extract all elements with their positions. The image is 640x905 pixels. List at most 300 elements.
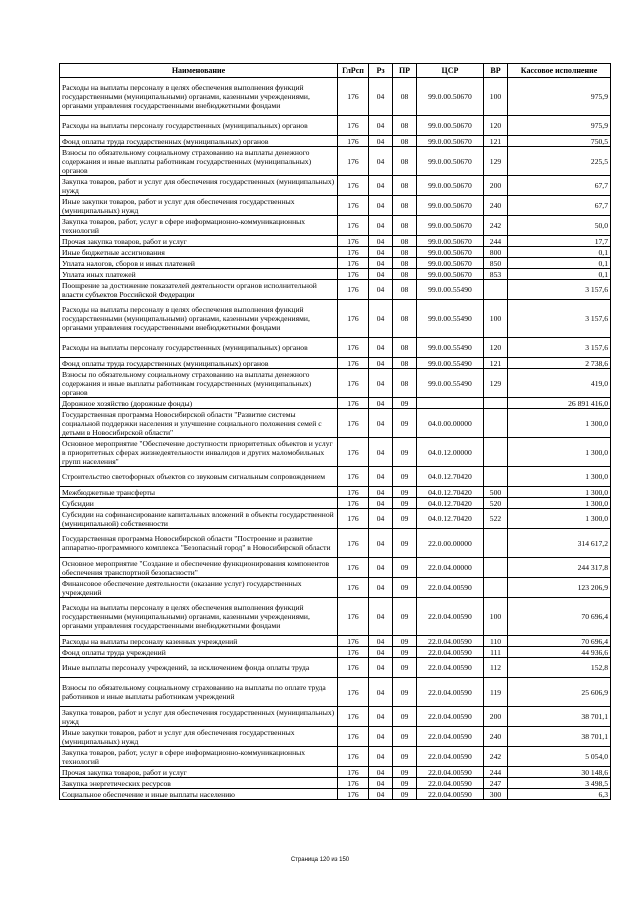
table-row [60,658,611,678]
cell-rz: 04 [369,767,393,778]
cell-grbs: 176 [338,598,369,636]
cell-grbs: 176 [338,778,369,789]
cell-vr [484,467,508,487]
cell-csr: 99.0.00.50670 [417,196,484,216]
cell-pr: 08 [393,300,417,338]
cell-vr: 800 [484,247,508,258]
cell-amount: 1 300,0 [508,487,611,498]
cell-pr: 09 [393,498,417,509]
table-row [60,647,611,658]
cell-rz: 04 [369,78,393,116]
cell-csr: 99.0.00.50670 [417,247,484,258]
cell-vr: 242 [484,747,508,767]
cell-name: Взносы по обязательному социальному страхованию на выплаты денежного содержания и иные выплаты работникам государственных (муниципальных) органов [60,147,338,176]
cell-amount: 1 300,0 [508,509,611,529]
cell-vr: 244 [484,236,508,247]
cell-rz: 04 [369,258,393,269]
cell-vr: 120 [484,116,508,136]
cell-csr: 99.0.00.50670 [417,216,484,236]
cell-vr: 100 [484,598,508,636]
cell-name: Государственная программа Новосибирской области "Развитие системы социальной поддержки населения и улучшение социального положения семей с детьми в Новосибирской области" [60,409,338,438]
column-header-amount: Кассовое исполнение [508,64,611,78]
cell-vr: 244 [484,767,508,778]
cell-amount: 152,8 [508,658,611,678]
cell-csr: 04.0.12.70420 [417,467,484,487]
cell-amount: 975,9 [508,116,611,136]
table-row [60,247,611,258]
cell-amount: 38 701,1 [508,727,611,747]
cell-pr: 09 [393,789,417,800]
cell-rz: 04 [369,467,393,487]
cell-pr: 08 [393,269,417,280]
cell-grbs: 176 [338,398,369,409]
cell-pr: 09 [393,409,417,438]
cell-grbs: 176 [338,636,369,647]
cell-amount: 17,7 [508,236,611,247]
cell-name: Расходы на выплаты персоналу в целях обеспечения выполнения функций государственными (муниципальными) органами, казенными учреждениями, органами управления государственными внебюджетными фондами [60,598,338,636]
table-row [60,598,611,636]
budget-table [59,63,611,800]
cell-rz: 04 [369,529,393,558]
cell-amount: 225,5 [508,147,611,176]
cell-grbs: 176 [338,258,369,269]
column-header-grbs: ГлРсп [338,64,369,78]
cell-vr: 121 [484,358,508,369]
cell-amount: 67,7 [508,196,611,216]
cell-vr: 200 [484,707,508,727]
cell-name: Фонд оплаты труда государственных (муниципальных) органов [60,358,338,369]
cell-name: Основное мероприятие "Обеспечение доступности приоритетных объектов и услуг в приоритетных сферах жизнедеятельности инвалидов и других маломобильных групп населения" [60,438,338,467]
cell-pr: 09 [393,727,417,747]
cell-grbs: 176 [338,269,369,280]
cell-csr: 99.0.00.55490 [417,338,484,358]
cell-rz: 04 [369,338,393,358]
cell-grbs: 176 [338,216,369,236]
cell-amount: 3 157,6 [508,300,611,338]
cell-amount: 123 206,9 [508,578,611,598]
cell-name: Финансовое обеспечение деятельности (оказание услуг) государственных учреждений [60,578,338,598]
cell-rz: 04 [369,409,393,438]
table-row [60,280,611,300]
cell-pr: 09 [393,658,417,678]
table-row [60,300,611,338]
cell-pr: 09 [393,747,417,767]
table-row [60,258,611,269]
cell-csr: 04.0.00.00000 [417,409,484,438]
cell-csr: 22.0.04.00590 [417,707,484,727]
cell-rz: 04 [369,136,393,147]
cell-amount: 70 696,4 [508,598,611,636]
cell-pr: 09 [393,598,417,636]
cell-name: Взносы по обязательному социальному страхованию на выплаты денежного содержания и иные выплаты работникам государственных (муниципальных) органов [60,369,338,398]
cell-amount: 0,1 [508,258,611,269]
cell-name: Закупка товаров, работ и услуг для обеспечения государственных (муниципальных) нужд [60,707,338,727]
table-row [60,196,611,216]
cell-csr [417,398,484,409]
cell-pr: 08 [393,147,417,176]
table-row [60,678,611,707]
cell-vr: 522 [484,509,508,529]
cell-vr: 111 [484,647,508,658]
cell-name: Поощрение за достижение показателей деятельности органов исполнительной власти субъектов Российской Федерации [60,280,338,300]
cell-csr: 22.0.04.00590 [417,767,484,778]
cell-vr: 853 [484,269,508,280]
column-header-rz: Рз [369,64,393,78]
cell-name: Фонд оплаты труда государственных (муниципальных) органов [60,136,338,147]
cell-pr: 08 [393,236,417,247]
table-row [60,438,611,467]
cell-csr: 99.0.00.55490 [417,280,484,300]
cell-vr: 242 [484,216,508,236]
cell-vr: 120 [484,338,508,358]
cell-amount: 3 498,5 [508,778,611,789]
cell-csr: 22.0.04.00590 [417,578,484,598]
cell-name: Уплата налогов, сборов и иных платежей [60,258,338,269]
cell-vr [484,409,508,438]
cell-rz: 04 [369,216,393,236]
cell-name: Закупка товаров, работ, услуг в сфере информационно-коммуникационных технологий [60,747,338,767]
cell-pr: 09 [393,467,417,487]
cell-rz: 04 [369,247,393,258]
cell-grbs: 176 [338,236,369,247]
cell-amount: 67,7 [508,176,611,196]
cell-rz: 04 [369,498,393,509]
cell-pr: 08 [393,358,417,369]
cell-grbs: 176 [338,727,369,747]
cell-vr [484,558,508,578]
cell-csr: 22.0.00.00000 [417,529,484,558]
cell-rz: 04 [369,438,393,467]
table-row [60,509,611,529]
cell-csr: 04.0.12.70420 [417,509,484,529]
column-header-pr: ПР [393,64,417,78]
cell-amount: 750,5 [508,136,611,147]
cell-grbs: 176 [338,409,369,438]
cell-grbs: 176 [338,196,369,216]
cell-pr: 08 [393,196,417,216]
cell-name: Закупка энергетических ресурсов [60,778,338,789]
cell-name: Расходы на выплаты персоналу государственных (муниципальных) органов [60,338,338,358]
cell-grbs: 176 [338,438,369,467]
cell-vr: 300 [484,789,508,800]
cell-vr [484,438,508,467]
cell-csr: 22.0.04.00000 [417,558,484,578]
cell-grbs: 176 [338,498,369,509]
cell-csr: 99.0.00.50670 [417,258,484,269]
cell-pr: 08 [393,247,417,258]
table-row [60,147,611,176]
cell-grbs: 176 [338,487,369,498]
cell-amount: 314 617,2 [508,529,611,558]
cell-name: Уплата иных платежей [60,269,338,280]
cell-csr: 99.0.00.50670 [417,147,484,176]
column-header-name: Наименование [60,64,338,78]
cell-amount: 244 317,8 [508,558,611,578]
table-row [60,116,611,136]
cell-grbs: 176 [338,789,369,800]
table-row [60,487,611,498]
table-row [60,78,611,116]
cell-grbs: 176 [338,136,369,147]
cell-grbs: 176 [338,558,369,578]
table-row [60,467,611,487]
cell-amount: 1 300,0 [508,409,611,438]
cell-rz: 04 [369,727,393,747]
cell-vr [484,529,508,558]
cell-amount: 1 300,0 [508,498,611,509]
cell-amount: 50,0 [508,216,611,236]
table-row [60,767,611,778]
cell-vr: 121 [484,136,508,147]
cell-csr: 99.0.00.50670 [417,116,484,136]
cell-pr: 09 [393,438,417,467]
cell-vr: 100 [484,78,508,116]
cell-rz: 04 [369,707,393,727]
cell-rz: 04 [369,778,393,789]
cell-amount: 38 701,1 [508,707,611,727]
cell-name: Строительство светофорных объектов со звуковым сигнальным сопровождением [60,467,338,487]
cell-rz: 04 [369,196,393,216]
cell-pr: 09 [393,778,417,789]
cell-vr: 500 [484,487,508,498]
cell-csr: 22.0.04.00590 [417,789,484,800]
column-header-csr: ЦСР [417,64,484,78]
cell-rz: 04 [369,236,393,247]
cell-vr: 129 [484,369,508,398]
table-row [60,747,611,767]
cell-amount: 1 300,0 [508,467,611,487]
table-row [60,707,611,727]
cell-pr: 09 [393,509,417,529]
cell-csr: 22.0.04.00590 [417,647,484,658]
cell-grbs: 176 [338,747,369,767]
cell-name: Расходы на выплаты персоналу казенных учреждений [60,636,338,647]
cell-grbs: 176 [338,280,369,300]
cell-vr: 247 [484,778,508,789]
cell-grbs: 176 [338,647,369,658]
cell-rz: 04 [369,369,393,398]
cell-name: Закупка товаров, работ, услуг в сфере информационно-коммуникационных технологий [60,216,338,236]
cell-vr: 129 [484,147,508,176]
cell-pr: 09 [393,707,417,727]
cell-pr: 08 [393,116,417,136]
page-number: Страница 120 из 150 [290,857,350,863]
cell-csr: 22.0.04.00590 [417,658,484,678]
cell-vr: 240 [484,196,508,216]
cell-name: Закупка товаров, работ и услуг для обеспечения государственных (муниципальных) нужд [60,176,338,196]
cell-vr [484,398,508,409]
table-row [60,409,611,438]
cell-amount: 0,1 [508,247,611,258]
cell-name: Иные закупки товаров, работ и услуг для обеспечения государственных (муниципальных) нужд [60,727,338,747]
cell-csr: 22.0.04.00590 [417,778,484,789]
cell-rz: 04 [369,558,393,578]
cell-rz: 04 [369,487,393,498]
cell-name: Субсидии на софинансирование капитальных вложений в объекты государственной (муниципальной) собственности [60,509,338,529]
cell-amount: 6,3 [508,789,611,800]
cell-vr: 110 [484,636,508,647]
cell-csr: 99.0.00.55490 [417,358,484,369]
cell-pr: 08 [393,369,417,398]
cell-grbs: 176 [338,78,369,116]
cell-rz: 04 [369,358,393,369]
table-row [60,498,611,509]
table-row [60,529,611,558]
cell-rz: 04 [369,300,393,338]
cell-amount: 25 606,9 [508,678,611,707]
cell-amount: 44 936,6 [508,647,611,658]
cell-pr: 09 [393,647,417,658]
cell-csr: 22.0.04.00590 [417,727,484,747]
cell-rz: 04 [369,280,393,300]
cell-pr: 08 [393,176,417,196]
cell-grbs: 176 [338,707,369,727]
cell-vr: 240 [484,727,508,747]
cell-vr: 850 [484,258,508,269]
cell-amount: 70 696,4 [508,636,611,647]
cell-amount: 975,9 [508,78,611,116]
cell-rz: 04 [369,116,393,136]
cell-csr: 04.0.12.70420 [417,487,484,498]
cell-rz: 04 [369,147,393,176]
cell-grbs: 176 [338,147,369,176]
table-row [60,778,611,789]
cell-grbs: 176 [338,658,369,678]
cell-name: Расходы на выплаты персоналу в целях обеспечения выполнения функций государственными (муниципальными) органами, казенными учреждениями, органами управления государственными внебюджетными фондами [60,300,338,338]
cell-amount: 5 054,0 [508,747,611,767]
cell-rz: 04 [369,509,393,529]
cell-grbs: 176 [338,578,369,598]
cell-amount: 30 148,6 [508,767,611,778]
cell-vr: 100 [484,300,508,338]
cell-grbs: 176 [338,247,369,258]
cell-pr: 08 [393,136,417,147]
cell-name: Государственная программа Новосибирской области "Построение и развитие аппаратно-программного комплекса "Безопасный город" в Новосибирской области [60,529,338,558]
cell-csr: 99.0.00.50670 [417,136,484,147]
cell-csr: 22.0.04.00590 [417,747,484,767]
cell-csr: 99.0.00.55490 [417,369,484,398]
cell-pr: 09 [393,636,417,647]
cell-rz: 04 [369,678,393,707]
cell-grbs: 176 [338,767,369,778]
cell-rz: 04 [369,647,393,658]
table-row [60,398,611,409]
cell-csr: 22.0.04.00590 [417,636,484,647]
column-header-vr: ВР [484,64,508,78]
cell-name: Иные выплаты персоналу учреждений, за исключением фонда оплаты труда [60,658,338,678]
cell-csr: 99.0.00.50670 [417,236,484,247]
cell-rz: 04 [369,658,393,678]
cell-name: Субсидии [60,498,338,509]
cell-name: Дорожное хозяйство (дорожные фонды) [60,398,338,409]
table-row [60,236,611,247]
cell-vr [484,578,508,598]
cell-amount: 1 300,0 [508,438,611,467]
table-row [60,369,611,398]
cell-vr: 200 [484,176,508,196]
cell-pr: 09 [393,578,417,598]
cell-pr: 09 [393,767,417,778]
cell-pr: 08 [393,338,417,358]
cell-rz: 04 [369,636,393,647]
table-body [60,78,611,800]
cell-name: Расходы на выплаты персоналу государственных (муниципальных) органов [60,116,338,136]
table-header-row [60,64,611,78]
cell-pr: 08 [393,216,417,236]
table-row [60,636,611,647]
cell-amount: 26 891 416,0 [508,398,611,409]
cell-amount: 2 738,6 [508,358,611,369]
cell-grbs: 176 [338,116,369,136]
cell-pr: 08 [393,78,417,116]
cell-vr [484,280,508,300]
cell-csr: 99.0.00.50670 [417,176,484,196]
cell-csr: 22.0.04.00590 [417,598,484,636]
cell-pr: 08 [393,280,417,300]
table-row [60,176,611,196]
cell-pr: 08 [393,258,417,269]
cell-name: Иные бюджетные ассигнования [60,247,338,258]
cell-name: Фонд оплаты труда учреждений [60,647,338,658]
cell-amount: 419,0 [508,369,611,398]
table-row [60,578,611,598]
cell-csr: 04.0.12.00000 [417,438,484,467]
cell-name: Взносы по обязательному социальному страхованию на выплаты по оплате труда работников и иные выплаты работникам учреждений [60,678,338,707]
table-row [60,358,611,369]
cell-vr: 119 [484,678,508,707]
table-row [60,216,611,236]
table-row [60,789,611,800]
cell-grbs: 176 [338,300,369,338]
cell-csr: 99.0.00.50670 [417,269,484,280]
cell-amount: 3 157,6 [508,280,611,300]
cell-grbs: 176 [338,176,369,196]
cell-pr: 09 [393,398,417,409]
table-row [60,269,611,280]
cell-grbs: 176 [338,369,369,398]
cell-csr: 22.0.04.00590 [417,678,484,707]
cell-grbs: 176 [338,338,369,358]
cell-name: Межбюджетные трансферты [60,487,338,498]
cell-name: Социальное обеспечение и иные выплаты населению [60,789,338,800]
table-row [60,727,611,747]
table-row [60,338,611,358]
cell-name: Прочая закупка товаров, работ и услуг [60,236,338,247]
cell-vr: 112 [484,658,508,678]
cell-rz: 04 [369,747,393,767]
cell-grbs: 176 [338,529,369,558]
cell-rz: 04 [369,269,393,280]
cell-pr: 09 [393,529,417,558]
cell-pr: 09 [393,558,417,578]
cell-rz: 04 [369,578,393,598]
cell-name: Основное мероприятие "Создание и обеспечение функционирования компонентов обеспечения транспортной безопасности" [60,558,338,578]
cell-pr: 09 [393,487,417,498]
cell-csr: 99.0.00.55490 [417,300,484,338]
cell-grbs: 176 [338,467,369,487]
cell-amount: 3 157,6 [508,338,611,358]
cell-grbs: 176 [338,678,369,707]
cell-csr: 04.0.12.70420 [417,498,484,509]
cell-csr: 99.0.00.50670 [417,78,484,116]
cell-grbs: 176 [338,509,369,529]
cell-rz: 04 [369,789,393,800]
table-row [60,136,611,147]
cell-rz: 04 [369,398,393,409]
cell-rz: 04 [369,176,393,196]
cell-pr: 09 [393,678,417,707]
cell-grbs: 176 [338,358,369,369]
